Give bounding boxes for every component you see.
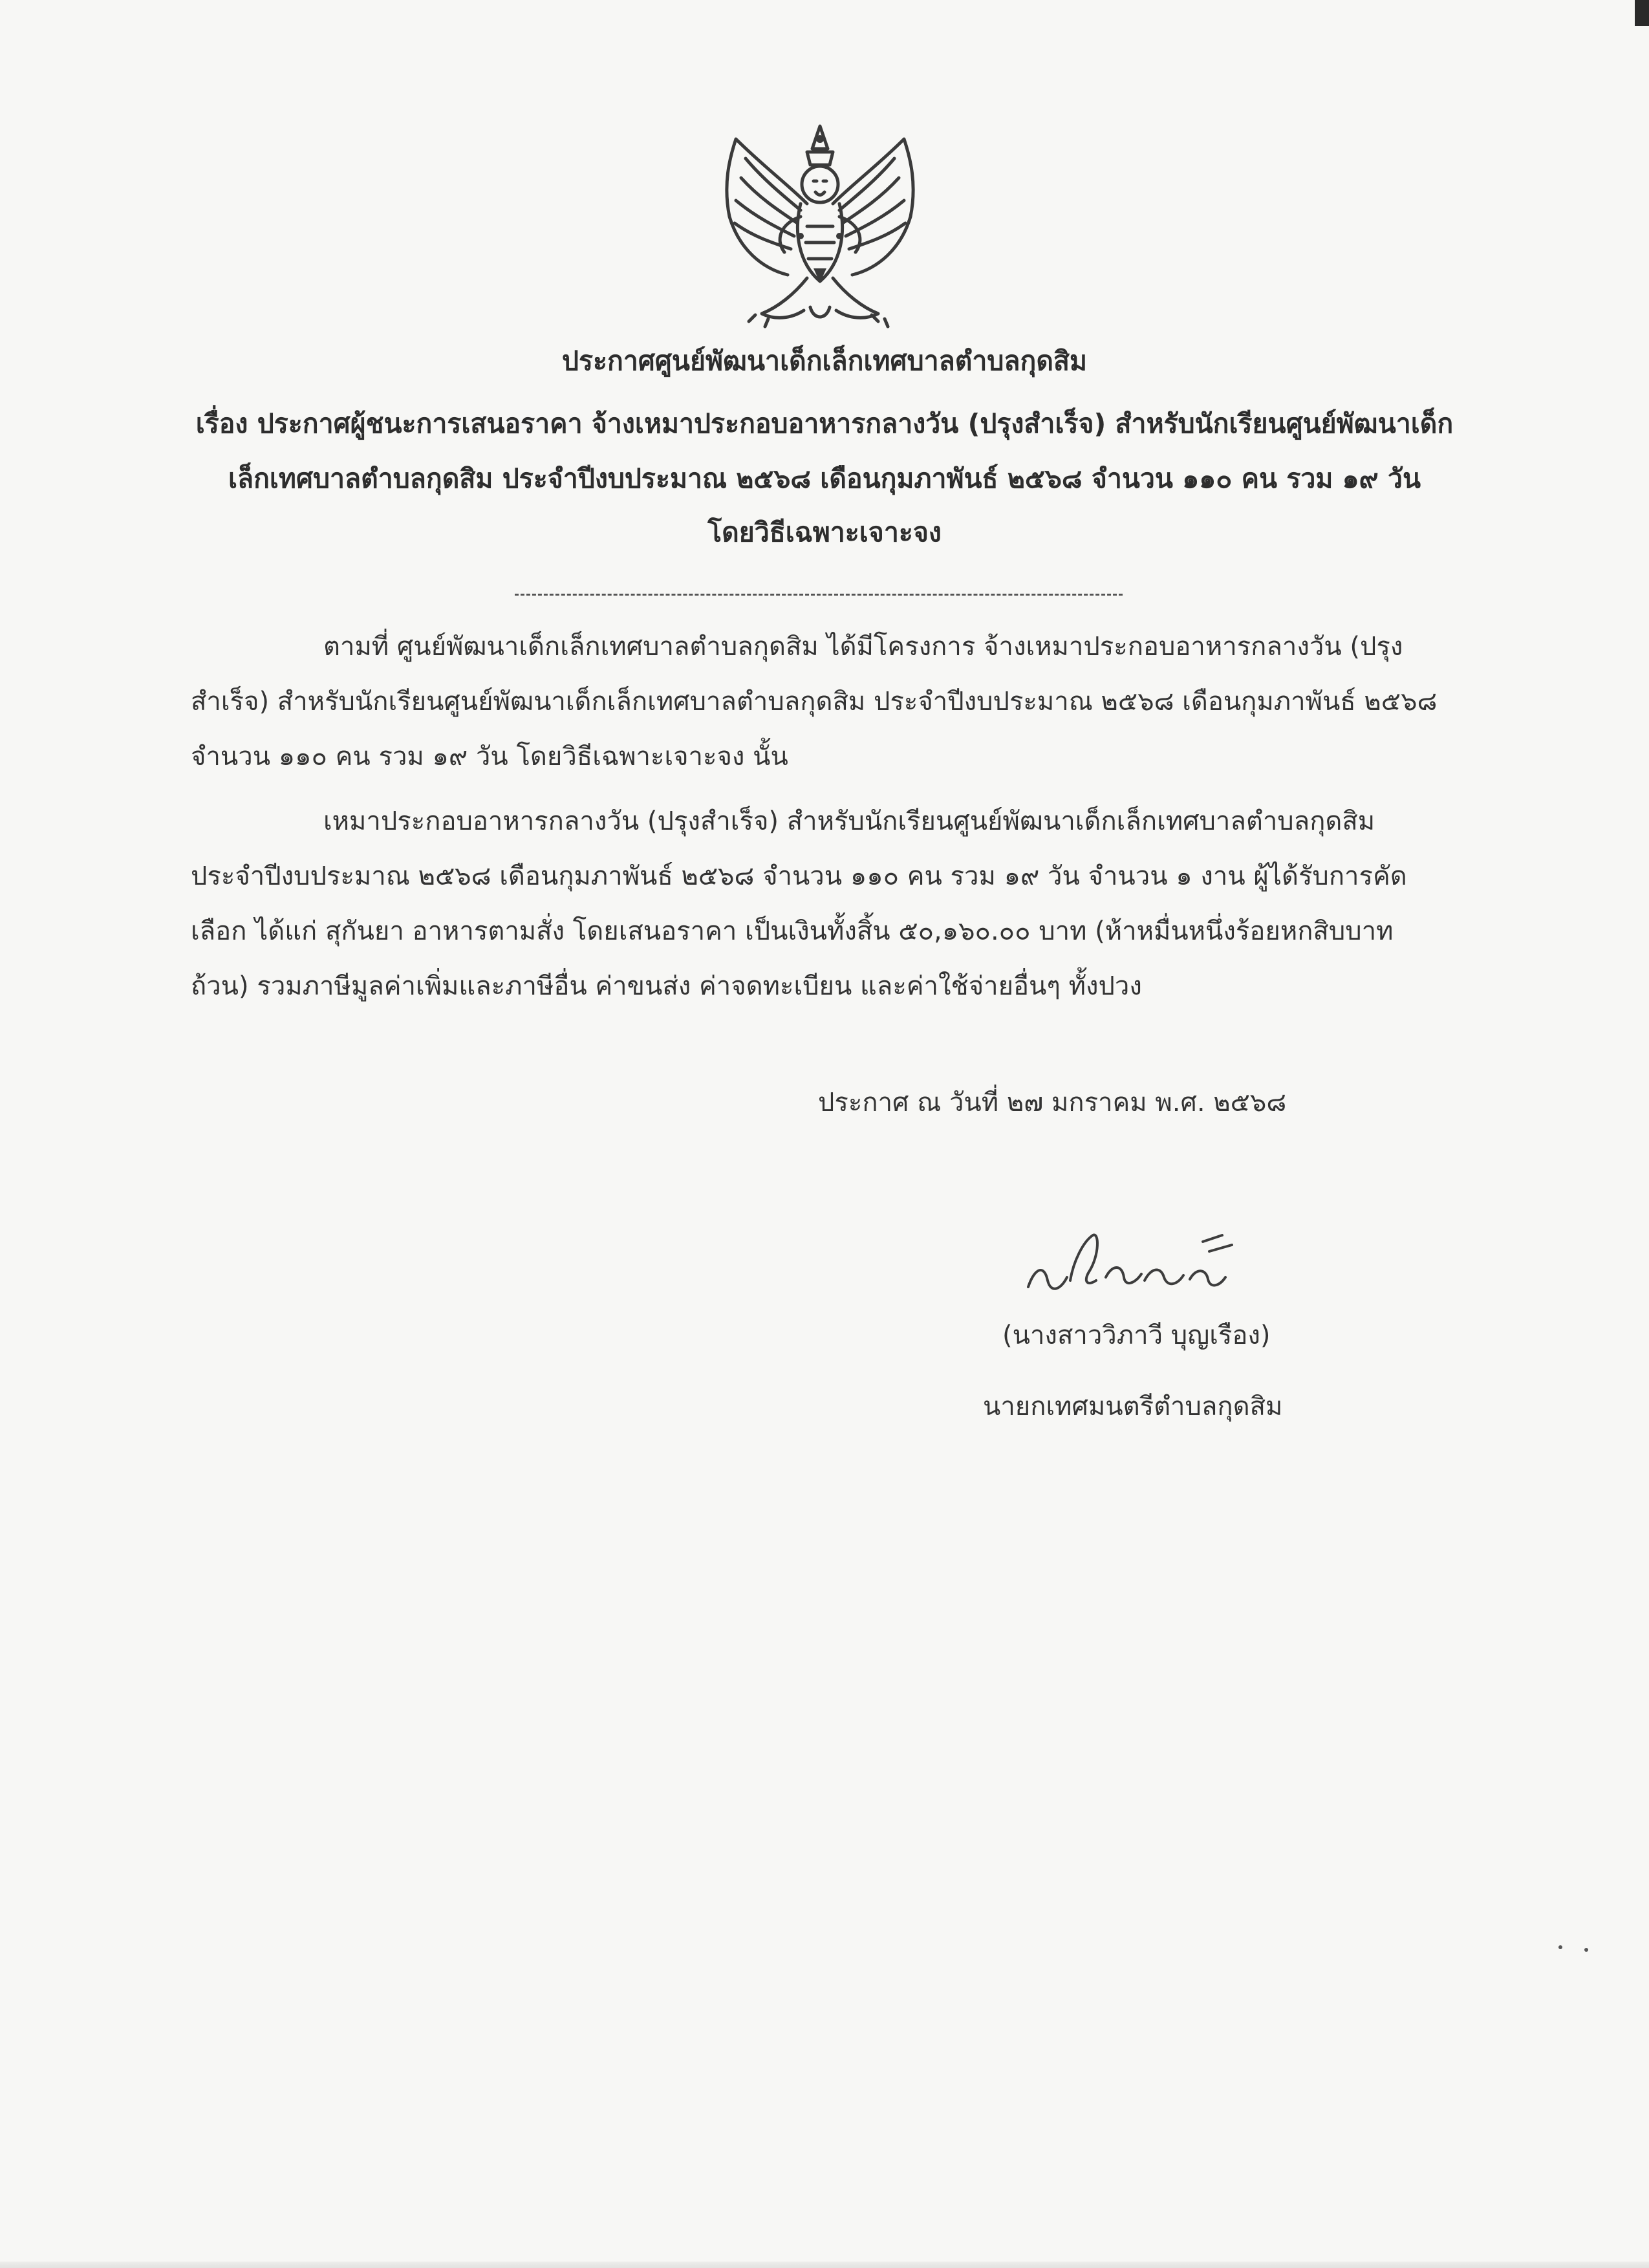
paragraph-2-line-2: ประจำปีงบประมาณ ๒๕๖๘ เดือนกุมภาพันธ์ ๒๕๖๘ จำนวน ๑๑๐ คน รวม ๑๙ วัน จำนวน ๑ งาน ผู้ได้รับการคัด (191, 861, 1407, 891)
signatory-full-name: (นางสาววิภาวี บุญเรือง) (1002, 1321, 1271, 1350)
scan-bottom-edge (0, 2262, 1649, 2268)
scan-speck (1558, 1945, 1562, 1949)
paragraph-1-line-1: ตามที่ ศูนย์พัฒนาเด็กเล็กเทศบาลตำบลกุดสิม ได้มีโครงการ จ้างเหมาประกอบอาหารกลางวัน (ปรุง (323, 632, 1403, 662)
subject-line-3: โดยวิธีเฉพาะเจาะจง (707, 517, 942, 548)
paragraph-1-line-2: สำเร็จ) สำหรับนักเรียนศูนย์พัฒนาเด็กเล็กเทศบาลตำบลกุดสิม ประจำปีงบประมาณ ๒๕๖๘ เดือนกุมภาพันธ์ ๒๕๖๘ (191, 687, 1438, 717)
scan-edge-mark (1635, 0, 1649, 26)
announcement-title: ประกาศศูนย์พัฒนาเด็กเล็กเทศบาลตำบลกุดสิม (561, 345, 1088, 376)
subject-line-1: เรื่อง ประกาศผู้ชนะการเสนอราคา จ้างเหมาประกอบอาหารกลางวัน (ปรุงสำเร็จ) สำหรับนักเรียนศูนย์พัฒนาเด็ก (195, 408, 1454, 439)
section-divider (515, 594, 1123, 596)
paragraph-2-line-4: ถ้วน) รวมภาษีมูลค่าเพิ่มและภาษีอื่น ค่าขนส่ง ค่าจดทะเบียน และค่าใช้จ่ายอื่นๆ ทั้งปวง (191, 971, 1142, 1001)
scan-speck (1584, 1948, 1588, 1952)
garuda-emblem-icon (710, 113, 930, 340)
subject-line-2: เล็กเทศบาลตำบลกุดสิม ประจำปีงบประมาณ ๒๕๖๘ เดือนกุมภาพันธ์ ๒๕๖๘ จำนวน ๑๑๐ คน รวม ๑๙ วัน (228, 463, 1421, 494)
signatory-position: นายกเทศมนตรีตำบลกุดสิม (983, 1392, 1283, 1421)
paragraph-2-line-3: เลือก ได้แก่ สุกันยา อาหารตามสั่ง โดยเสนอราคา เป็นเงินทั้งสิ้น ๕๐,๑๖๐.๐๐ บาท (ห้าหมื่นหนึ่งร้อยหกสิบบาท (191, 916, 1394, 946)
announcement-date: ประกาศ ณ วันที่ ๒๗ มกราคม พ.ศ. ๒๕๖๘ (818, 1088, 1287, 1118)
handwritten-signature (1009, 1216, 1255, 1313)
paragraph-1-line-3: จำนวน ๑๑๐ คน รวม ๑๙ วัน โดยวิธีเฉพาะเจาะจง นั้น (191, 742, 788, 772)
paragraph-2-line-1: เหมาประกอบอาหารกลางวัน (ปรุงสำเร็จ) สำหรับนักเรียนศูนย์พัฒนาเด็กเล็กเทศบาลตำบลกุดสิม (323, 806, 1375, 836)
